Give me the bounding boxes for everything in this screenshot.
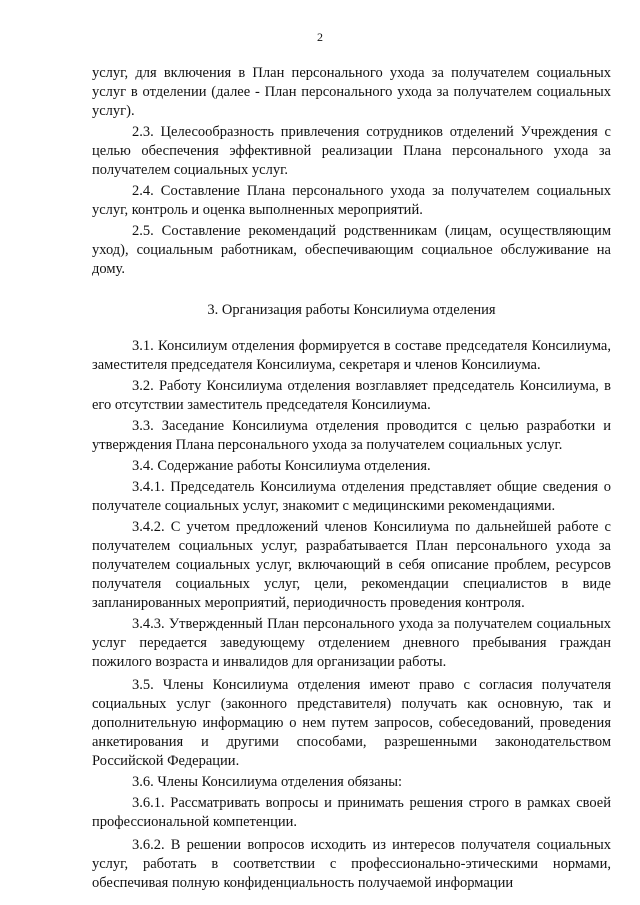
paragraph-3-3: 3.3. Заседание Консилиума отделения проводится с целью разработки и утверждения Плана персонального ухода за получателем социальных услуг. [92, 418, 611, 453]
paragraph-3-4-1: 3.4.1. Председатель Консилиума отделения представляет общие сведения о получателе социальных услуг, знакомит с медицинскими рекомендациями. [92, 479, 611, 514]
section-title: 3. Организация работы Консилиума отделения [207, 302, 496, 318]
paragraph-3-1: 3.1. Консилиум отделения формируется в составе председателя Консилиума, заместителя председателя Консилиума, секретаря и членов Консилиума. [92, 338, 611, 373]
paragraph-3-6: 3.6. Члены Консилиума отделения обязаны: [132, 774, 403, 790]
paragraph-2-4: 2.4. Составление Плана персонального ухода за получателем социальных услуг, контроль и оценка выполненных мероприятий. [92, 183, 611, 218]
paragraph-3-4-2: 3.4.2. С учетом предложений членов Консилиума по дальнейшей работе с получателем социальных услуг, разрабатывается План персонального ухода за получателем социальных услуг, включающий в себя описание проблем, ресурсов получателя социальных услуг, цели, рекомендации специалистов в виде запланированных мероприятий, периодичность проведения контроля. [92, 519, 611, 611]
paragraph-3-2: 3.2. Работу Консилиума отделения возглавляет председатель Консилиума, в его отсутствии заместитель председателя Консилиума. [92, 378, 611, 413]
page-number: 2 [317, 30, 323, 44]
paragraph: услуг, для включения в План персонального ухода за получателем социальных услуг в отделении (далее - План персонального ухода за получателем социальных услуг). [92, 65, 611, 119]
paragraph-2-3: 2.3. Целесообразность привлечения сотрудников отделений Учреждения с целью обеспечения эффективной реализации Плана персонального ухода за получателем социальных услуг. [92, 124, 611, 178]
paragraph-3-4: 3.4. Содержание работы Консилиума отделения. [132, 458, 431, 474]
document-body [92, 64, 611, 893]
paragraph-3-4-3: 3.4.3. Утвержденный План персонального ухода за получателем социальных услуг передается заведующему отделением дневного пребывания граждан пожилого возраста и инвалидов для организации работы. [92, 616, 611, 670]
paragraph-3-5: 3.5. Члены Консилиума отделения имеют право с согласия получателя социальных услуг (законного представителя) получать как основную, так и дополнительную информацию о нем путем запросов, собеседований, проведения анкетирования и другими способами, разрешенными законодательством Российской Федерации. [92, 677, 611, 769]
paragraph-2-5: 2.5. Составление рекомендаций родственникам (лицам, осуществляющим уход), социальным работникам, обеспечивающим социальное обслуживание на дому. [92, 223, 611, 277]
paragraph-3-6-1: 3.6.1. Рассматривать вопросы и принимать решения строго в рамках своей профессиональной компетенции. [92, 795, 611, 830]
paragraph-3-6-2: 3.6.2. В решении вопросов исходить из интересов получателя социальных услуг, работать в соответствии с профессионально-этическими нормами, обеспечивая полную конфиденциальность получаемой информации [92, 837, 611, 891]
